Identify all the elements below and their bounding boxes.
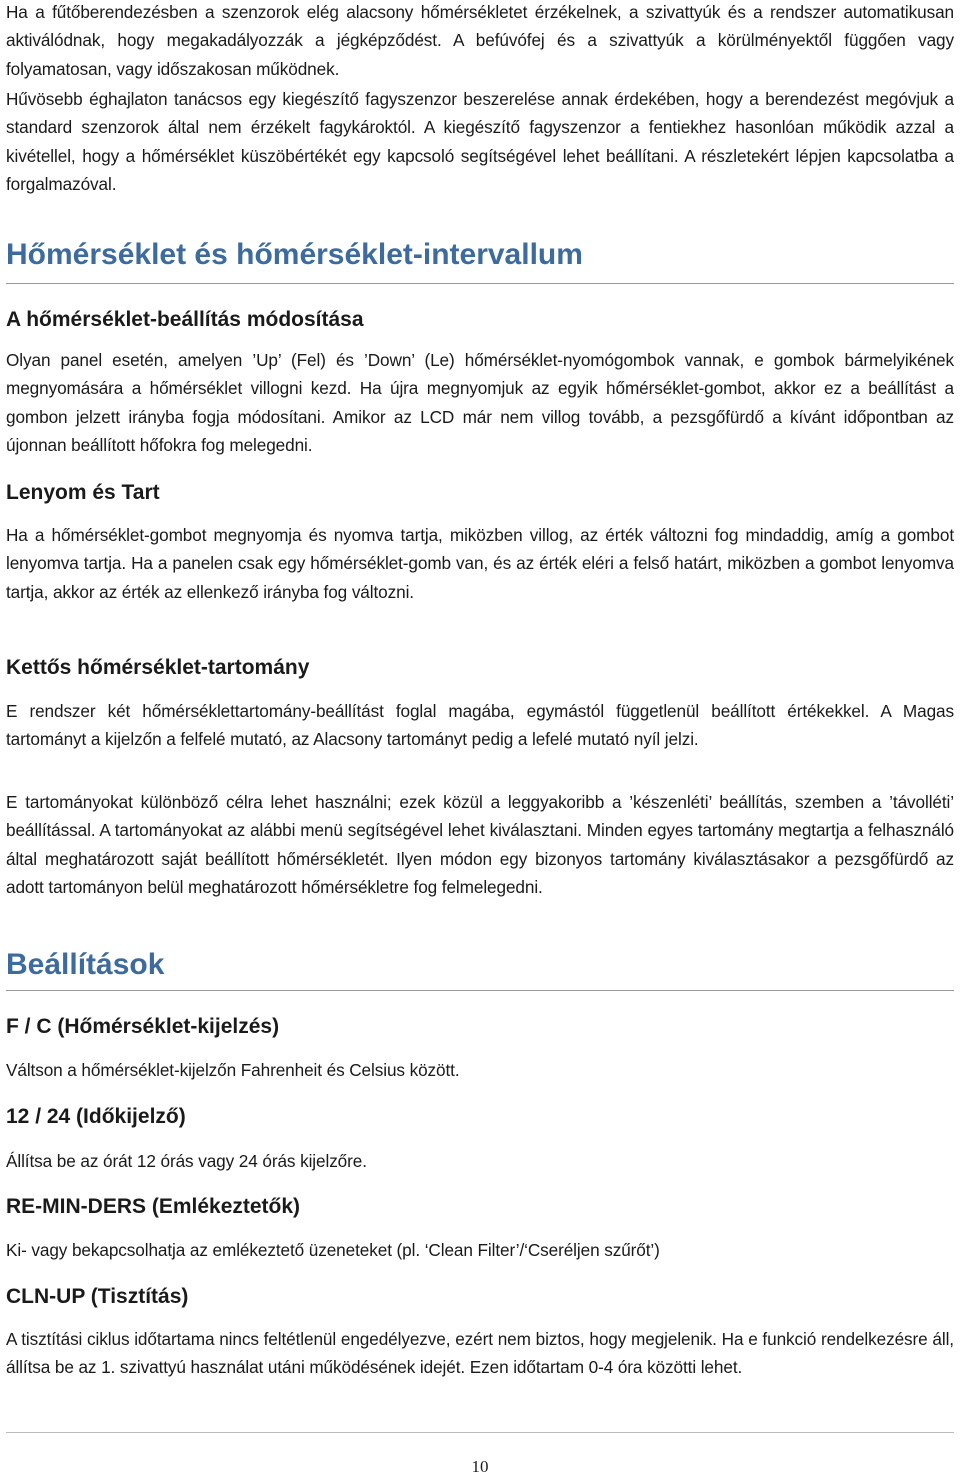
paragraph-temp-adjust: Olyan panel esetén, amelyen ’Up’ (Fel) és ’Down’ (Le) hőmérséklet-nyomógombok vannak, e gombok bármelyikének megnyomására a hőmérséklet villogni kezd. Ha újra megnyomjuk az egyik hőmérséklet-gombot, akkor ez a beállítást a gombon jelzett irányba fogja módosítani. Amikor az LCD már nem villog tovább, a pezsgőfürdő a kívánt időpontban az újonnan beállított hőfokra fog melegedni. [6, 350, 954, 456]
subheading-dual-range: Kettős hőmérséklet-tartomány [6, 656, 310, 679]
subheading-reminders: RE-MIN-DERS (Emlékeztetők) [6, 1195, 301, 1218]
section-divider [6, 990, 954, 991]
paragraph-clock: Állítsa be az órát 12 órás vagy 24 órás kijelzőre. [6, 1151, 367, 1171]
paragraph-dual-range-2: E tartományokat különböző célra lehet használni; ezek közül a leggyakoribb a ’készenléti’ beállítás, szemben a ’távolléti’ beállítással. A tartományokat az alábbi menü segítségével lehet kiválasztani. Minden egyes tartomány megtartja a felhasználó által meghatározott saját beállított hőmérsékletét. Ilyen módon egy bizonyos tartomány kiválasztásakor a pezsgőfürdő az adott tartományon belül meghatározott hőmérsékletre fog felmelegedni. [6, 792, 954, 898]
paragraph-reminders: Ki- vagy bekapcsolhatja az emlékeztető üzeneteket (pl. ‘Clean Filter’/‘Cseréljen szűrőt’) [6, 1240, 660, 1260]
section-divider [6, 283, 954, 284]
section-title-settings: Beállítások [6, 948, 165, 981]
subheading-fc: F / C (Hőmérséklet-kijelzés) [6, 1015, 280, 1038]
paragraph-cleanup: A tisztítási ciklus időtartama nincs feltétlenül engedélyezve, ezért nem biztos, hogy megjelenik. Ha e funkció rendelkezésre áll, állítsa be az 1. szivattyú használat utáni működésének idejét. Ezen időtartam 0-4 óra közötti lehet. [6, 1329, 954, 1378]
subheading-clock: 12 / 24 (Időkijelző) [6, 1105, 186, 1128]
intro-paragraph-1: Ha a fűtőberendezésben a szenzorok elég alacsony hőmérsékletet érzékelnek, a szivattyúk és a rendszer automatikusan aktiválódnak, hogy megakadályozzák a jégképződést. A befúvófej és a szivattyúk a körülményektől függően vagy folyamatosan, vagy időszakosan működnek. [6, 2, 954, 79]
footer-divider [6, 1432, 954, 1433]
subheading-cleanup: CLN-UP (Tisztítás) [6, 1285, 189, 1308]
intro-paragraph-2: Hűvösebb éghajlaton tanácsos egy kiegészítő fagyszenzor beszerelése annak érdekében, hogy a berendezést megóvjuk a standard szenzorok által nem érzékelt fagykároktól. A kiegészítő fagyszenzor a fentiekhez hasonlóan működik azzal a kivétellel, hogy a hőmérséklet küszöbértékét egy kapcsoló segítségével lehet beállítani. A részletekért lépjen kapcsolatba a forgalmazóval. [6, 89, 954, 195]
subheading-temp-adjust: A hőmérséklet-beállítás módosítása [6, 308, 364, 331]
paragraph-press-hold: Ha a hőmérséklet-gombot megnyomja és nyomva tartja, miközben villog, az érték változni fog mindaddig, amíg a gombot lenyomva tartja. Ha a panelen csak egy hőmérséklet-gomb van, és az érték eléri a felső határt, miközben a gombot lenyomva tartja, akkor az érték az ellenkező irányba fog változni. [6, 525, 954, 602]
page-number: 10 [471, 1457, 489, 1476]
subheading-press-hold: Lenyom és Tart [6, 481, 160, 504]
section-title-temperature: Hőmérséklet és hőmérséklet-intervallum [6, 238, 583, 271]
paragraph-dual-range-1: E rendszer két hőmérséklettartomány-beállítást foglal magába, egymástól függetlenül beállított értékekkel. A Magas tartományt a kijelzőn a felfelé mutató, az Alacsony tartományt pedig a lefelé mutató nyíl jelzi. [6, 701, 954, 750]
paragraph-fc: Váltson a hőmérséklet-kijelzőn Fahrenheit és Celsius között. [6, 1060, 460, 1080]
